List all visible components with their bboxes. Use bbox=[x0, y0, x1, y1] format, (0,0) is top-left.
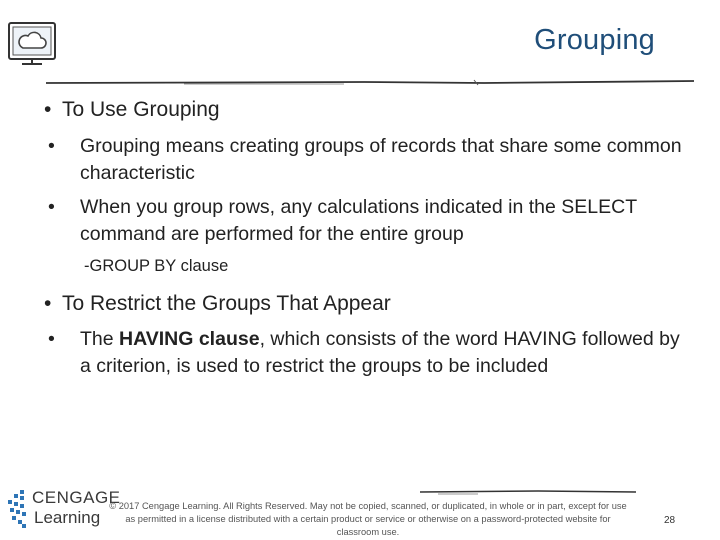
cengage-logo bbox=[6, 486, 121, 532]
copyright-notice: © 2017 Cengage Learning. All Rights Reserved. May not be copied, scanned, or duplicated, in whole or in part, except for use as permitted in a license distributed with a certain product or service or otherwise on a password-protected website for classroom use. bbox=[109, 501, 627, 537]
slide-title: Grouping bbox=[534, 24, 655, 56]
bullet-restrict-groups: • To Restrict the Groups That Appear bbox=[44, 292, 391, 315]
dash-marker: - bbox=[84, 257, 90, 275]
bullet-text: Grouping means creating groups of records that share some common characteristic bbox=[80, 135, 682, 184]
bullet-having-clause: • The HAVING clause, which consists of the word HAVING followed by a criterion, is used to restrict the groups to be included bbox=[48, 328, 680, 377]
footer-divider bbox=[418, 486, 638, 498]
bullet-text: When you group rows, any calculations indicated in the SELECT command are performed for the entire group bbox=[80, 196, 637, 245]
bullet-to-use-grouping: • To Use Grouping bbox=[44, 98, 220, 121]
bullet-group-by-clause bbox=[84, 256, 228, 276]
logo-word-learning: Learning bbox=[34, 508, 101, 527]
cengage-logo-mark-icon bbox=[6, 488, 30, 530]
bullet-text-post: , which consists of the word HAVING followed by a criterion, is used to restrict the groups to be included bbox=[80, 328, 680, 377]
bullet-text-pre: The bbox=[80, 328, 120, 350]
bullet-text: To Use Grouping bbox=[62, 98, 220, 121]
bullet-grouping-definition: • Grouping means creating groups of records that share some common characteristic bbox=[48, 135, 682, 184]
bullet-group-rows: • When you group rows, any calculations indicated in the SELECT command are performed for the entire group bbox=[48, 196, 637, 245]
bullet-text: GROUP BY clause bbox=[89, 257, 229, 275]
page-number: 28 bbox=[664, 515, 676, 526]
bullet-text: To Restrict the Groups That Appear bbox=[62, 292, 391, 315]
logo-word-cengage: CENGAGE bbox=[32, 488, 121, 507]
bullet-text-bold: HAVING clause bbox=[119, 328, 260, 350]
cloud-computer-icon bbox=[6, 18, 58, 70]
title-divider bbox=[44, 74, 696, 90]
